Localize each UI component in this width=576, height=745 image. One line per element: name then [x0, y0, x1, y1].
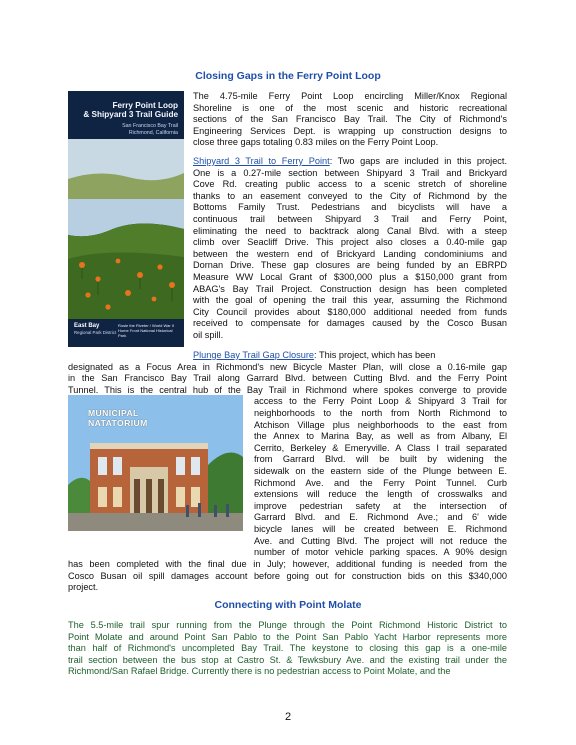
east-bay-parks-logo [74, 323, 116, 336]
section-heading-point-molate: Connecting with Point Molate [214, 599, 362, 611]
cover-title-line-1: Ferry Point Loop [112, 101, 178, 110]
shipyard-line: oil spill. [193, 329, 224, 340]
plunge-line: Ave. and Cutting Blvd. The project will not reduce the [254, 535, 507, 546]
plunge-line: access to the Ferry Point Loop & Shipyard 3 Trail for [254, 396, 507, 407]
shipyard-line: between the western end of Brickyard Landing condominiums and [193, 248, 507, 259]
municipal-natatorium-photo [68, 395, 243, 531]
plunge-line: bicycle lanes will be created between E. Richmond [254, 523, 507, 534]
plunge-full-width-lines [68, 362, 507, 397]
plunge-line: sidewalk on the eastern side of the Plunge between E. [254, 465, 507, 476]
point-molate-paragraph [68, 620, 507, 678]
shipyard-line: thanks to an easement conveyed to the City of Richmond by the [193, 190, 507, 201]
shipyard-line: ABAG's Bay Trail Project. Construction design has been completed [193, 283, 507, 294]
plunge-line: Atchison Village plus neighborhoods to the east from [254, 419, 507, 430]
nps-logo-text: Rosie the Riveter / World War II Home Front National Historical Park [118, 323, 175, 338]
shipyard-line: with the goal of opening the trail this year, assuming the Richmond [193, 295, 507, 306]
molate-line: Richmond/San Rafael Bridge. Currently there is no pedestrian access to Point Molate, and the [68, 666, 451, 677]
shipyard-line: Measure WW Local Grant of $300,000 plus a $150,000 grant from [193, 271, 507, 282]
plunge-line: Garrard Blvd. and E. Richmond Ave.; and 6' wide [254, 512, 507, 523]
trail-guide-cover-image [68, 91, 184, 347]
section-heading-ferry-point: Closing Gaps in the Ferry Point Loop [195, 70, 381, 82]
plunge-line: Cosco Busan oil spill damages account before going out for construction bids on this $340,000 [68, 570, 507, 581]
plunge-line: Richmond Ave. and the Ferry Point Tunnel. Curb [254, 477, 507, 488]
plunge-line: designated as a Focus Area in Richmond's new Bicycle Master Plan, will close a 0.16-mile gap [68, 361, 507, 372]
logo-subtitle: Regional Park District [74, 329, 117, 335]
molate-line: Point Molate and around Point San Pablo to the Point San Pablo Yacht Harbor represents more [68, 631, 507, 642]
plunge-line: extensions will reduce the length of crosswalks and [254, 489, 507, 500]
shipyard-line: City Council provides about $180,000 additional needed from funds [193, 306, 507, 317]
shipyard-line: Dornan Drive. These gap closures are being funded by an EBRPD [193, 260, 507, 271]
plunge-line: Cerrito, Berkeley & Emeryville. A Class I trail separated [254, 442, 507, 453]
shipyard-line: received to compensate for damages caused by the Cosco Busan [193, 318, 507, 329]
molate-line: The 5.5-mile trail spur running from the Plunge through the Point Richmond Historic District to [68, 620, 507, 630]
plunge-line: has been completed with the final due in July; however, additional funding is needed from the [68, 559, 507, 569]
molate-line: trail section between the bus stop at Castro St. & Tewksbury Ave. and the existing trail under the [68, 654, 507, 665]
plunge-line: from Garrard Blvd. will be built by widening the [254, 454, 507, 465]
plunge-first-line [193, 350, 507, 362]
plunge-gap-closure-link[interactable]: Plunge Bay Trail Gap Closure [193, 350, 315, 360]
cover-subtitle [76, 123, 178, 136]
shipyard-line: Cove Rd. creating public access to a scenic stretch of shoreline [193, 179, 507, 190]
molate-line: than half of Richmond's uncompleted Bay Trail. The keystone to closing this gap is a one-mile [68, 643, 507, 654]
intro-line: Shoreline is one of the most scenic and historic recreational [193, 102, 507, 113]
plunge-text: : This project, which has been [314, 350, 436, 360]
shipyard-paragraph [193, 156, 507, 342]
shipyard-line: eliminating the need to backtrack along Canal Blvd. with a steep [193, 225, 507, 236]
intro-paragraph [193, 91, 507, 149]
intro-line: close three gaps totaling 0.83 miles on the Ferry Point Loop. [193, 137, 439, 148]
plunge-line: Tunnel. This is the central hub of the Bay Trail in Richmond where spokes converge to provide [68, 384, 507, 395]
shipyard-line: climb over Seacliff Drive. This project also closes a 0.40-mile gap [193, 237, 507, 248]
cover-landscape-illustration [68, 139, 184, 319]
intro-line: Engineering Services Dept. is wrapping up construction designs to [193, 125, 507, 136]
plunge-wrapped-lines [254, 396, 507, 558]
shipyard-line: Bottoms Family Trust. Pedestrians and bicyclists will have a [193, 202, 507, 213]
plunge-line: improve pedestrian safety at the intersection of [254, 500, 507, 511]
sign-line-1: MUNICIPAL [88, 408, 139, 418]
cover-title-line-2: & Shipyard 3 Trail Guide [83, 110, 178, 120]
plunge-line: the Annex to Marina Bay, as well as from Albany, El [254, 431, 507, 442]
cover-subtitle-line-1: San Francisco Bay Trail [122, 123, 178, 129]
intro-line: The 4.75-mile Ferry Point Loop encircling Miller/Knox Regional [193, 91, 507, 101]
plunge-line: neighborhoods to the north from North Richmond to [254, 407, 507, 418]
shipyard-line: continuous trail between Shipyard 3 Trail and Ferry Point, [193, 213, 507, 224]
cover-subtitle-line-2: Richmond, California [128, 129, 178, 136]
natatorium-sign [88, 408, 148, 428]
sign-line-2: NATATORIUM [88, 418, 148, 428]
page-number: 2 [284, 711, 292, 723]
cover-title [76, 101, 178, 120]
intro-line: sections of the San Francisco Bay Trail. The City of Richmond's [193, 114, 507, 125]
logo-name: East Bay [74, 323, 100, 329]
shipyard-text: : Two gaps are included in this project. [329, 156, 508, 166]
shipyard-line-first [193, 156, 507, 168]
shipyard-trail-link[interactable]: Shipyard 3 Trail to Ferry Point [193, 156, 330, 166]
shipyard-line: One is a 0.27-mile section between Shipyard 3 Trail and Brickyard [193, 167, 507, 178]
plunge-end-lines [68, 559, 507, 594]
plunge-line: in the San Francisco Bay Trail along Garrard Blvd. between Cutting Blvd. and the Ferry Point [68, 373, 507, 384]
plunge-line: number of motor vehicle parking spaces. A 90% design [254, 547, 507, 558]
plunge-line: project. [68, 582, 99, 593]
